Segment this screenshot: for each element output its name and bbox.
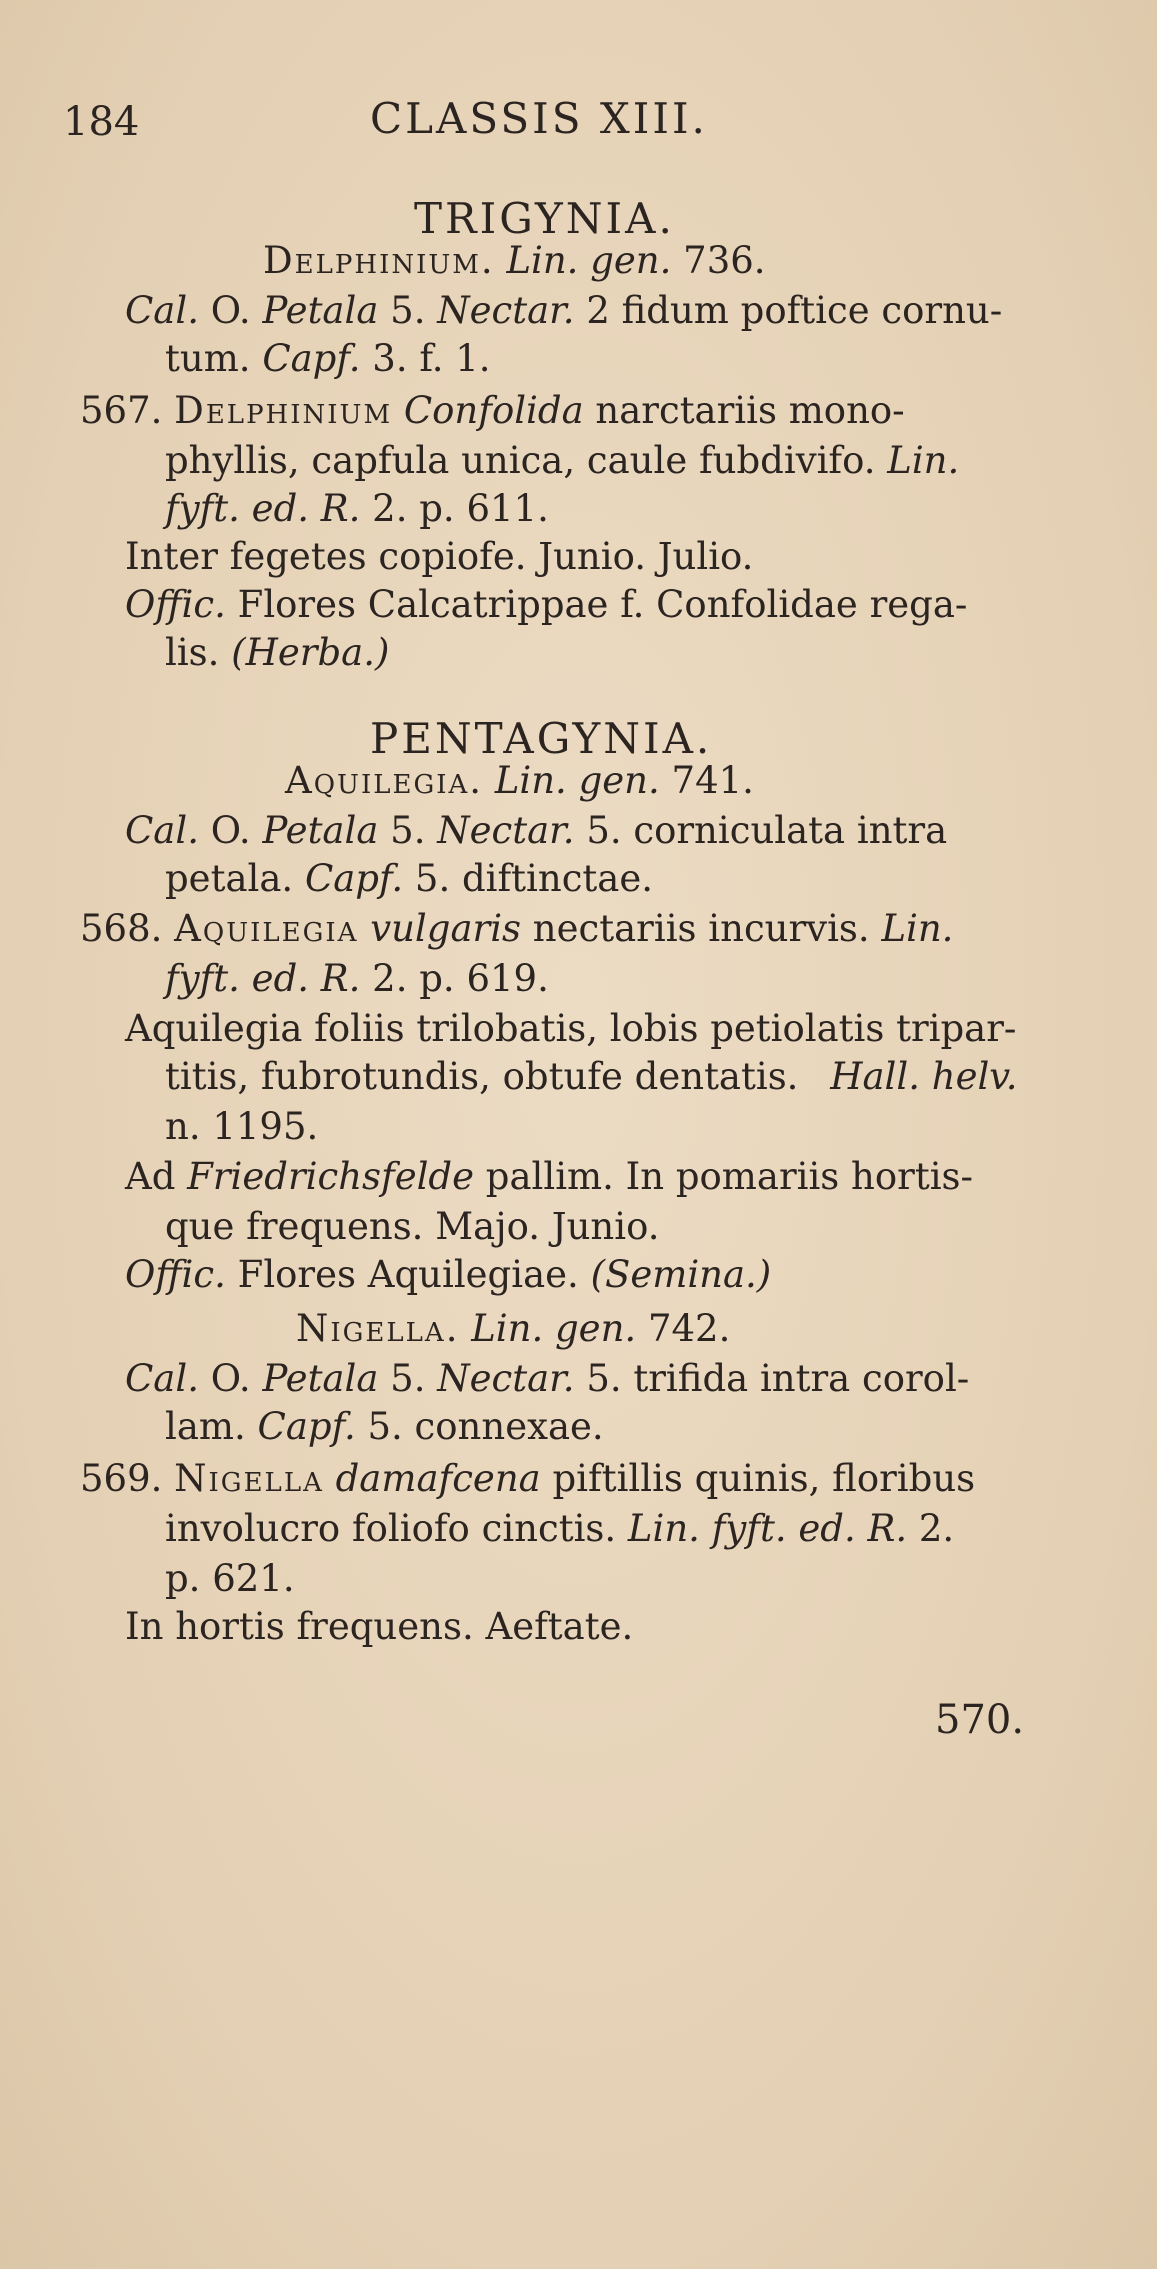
- section-heading-pentagynia: PENTAGYNIA.: [370, 714, 713, 763]
- habitat-line: Inter fegetes copiofe. Junio. Julio.: [125, 535, 754, 578]
- character-line: Cal. O. Petala 5. Nectar. 5. trifida intra corol-: [125, 1357, 970, 1400]
- officinal-line: Offic. Flores Calcatrippae f. Confolidae rega-: [125, 583, 968, 626]
- species-text: p. 621.: [165, 1557, 295, 1600]
- species-entry-568: 568. Aquilegia vulgaris nectariis incurvis. Lin.: [80, 907, 954, 950]
- species-text: titis, fubrotundis, obtufe dentatis. Hall. helv.: [165, 1055, 1018, 1098]
- character-line: lam. Capf. 5. connexae.: [165, 1405, 604, 1448]
- section-heading-trigynia: TRIGYNIA.: [414, 194, 675, 243]
- species-text: Aquilegia foliis trilobatis, lobis petiolatis tripar-: [125, 1007, 1017, 1050]
- habitat-line: In hortis frequens. Aeftate.: [125, 1605, 634, 1648]
- officinal-line: Offic. Flores Aquilegiae. (Semina.): [125, 1253, 772, 1296]
- running-title: CLASSIS XIII.: [370, 94, 708, 143]
- genus-line-aquilegia: Aquilegia. Lin. gen. 741.: [285, 759, 754, 802]
- character-line: petala. Capf. 5. diftinctae.: [165, 857, 654, 900]
- officinal-line-cont: lis. (Herba.): [165, 631, 390, 674]
- page-number: 184: [63, 99, 140, 145]
- species-text: involucro foliofo cinctis. Lin. fyft. ed. R. 2.: [165, 1507, 955, 1550]
- character-line: tum. Capf. 3. f. 1.: [165, 337, 491, 380]
- species-entry-567: 567. Delphinium Confolida narctariis mono-: [80, 389, 905, 432]
- species-reference: fyft. ed. R. 2. p. 619.: [165, 957, 549, 1000]
- species-entry-569: 569. Nigella damafcena piftillis quinis, floribus: [80, 1457, 976, 1500]
- species-reference: fyft. ed. R. 2. p. 611.: [165, 487, 549, 530]
- genus-line-delphinium: Delphinium. Lin. gen. 736.: [263, 239, 766, 282]
- character-line: Cal. O. Petala 5. Nectar. 5. corniculata intra: [125, 809, 948, 852]
- genus-line-nigella: Nigella. Lin. gen. 742.: [296, 1307, 731, 1350]
- species-text: phyllis, capfula unica, caule fubdivifo. Lin.: [165, 439, 960, 482]
- catchword: 570.: [935, 1697, 1025, 1743]
- habitat-line: Ad Friedrichsfelde pallim. In pomariis hortis-: [125, 1155, 974, 1198]
- habitat-line-cont: que frequens. Majo. Junio.: [165, 1205, 660, 1248]
- species-text: n. 1195.: [165, 1105, 319, 1148]
- character-line: Cal. O. Petala 5. Nectar. 2 fidum poftice cornu-: [125, 289, 1003, 332]
